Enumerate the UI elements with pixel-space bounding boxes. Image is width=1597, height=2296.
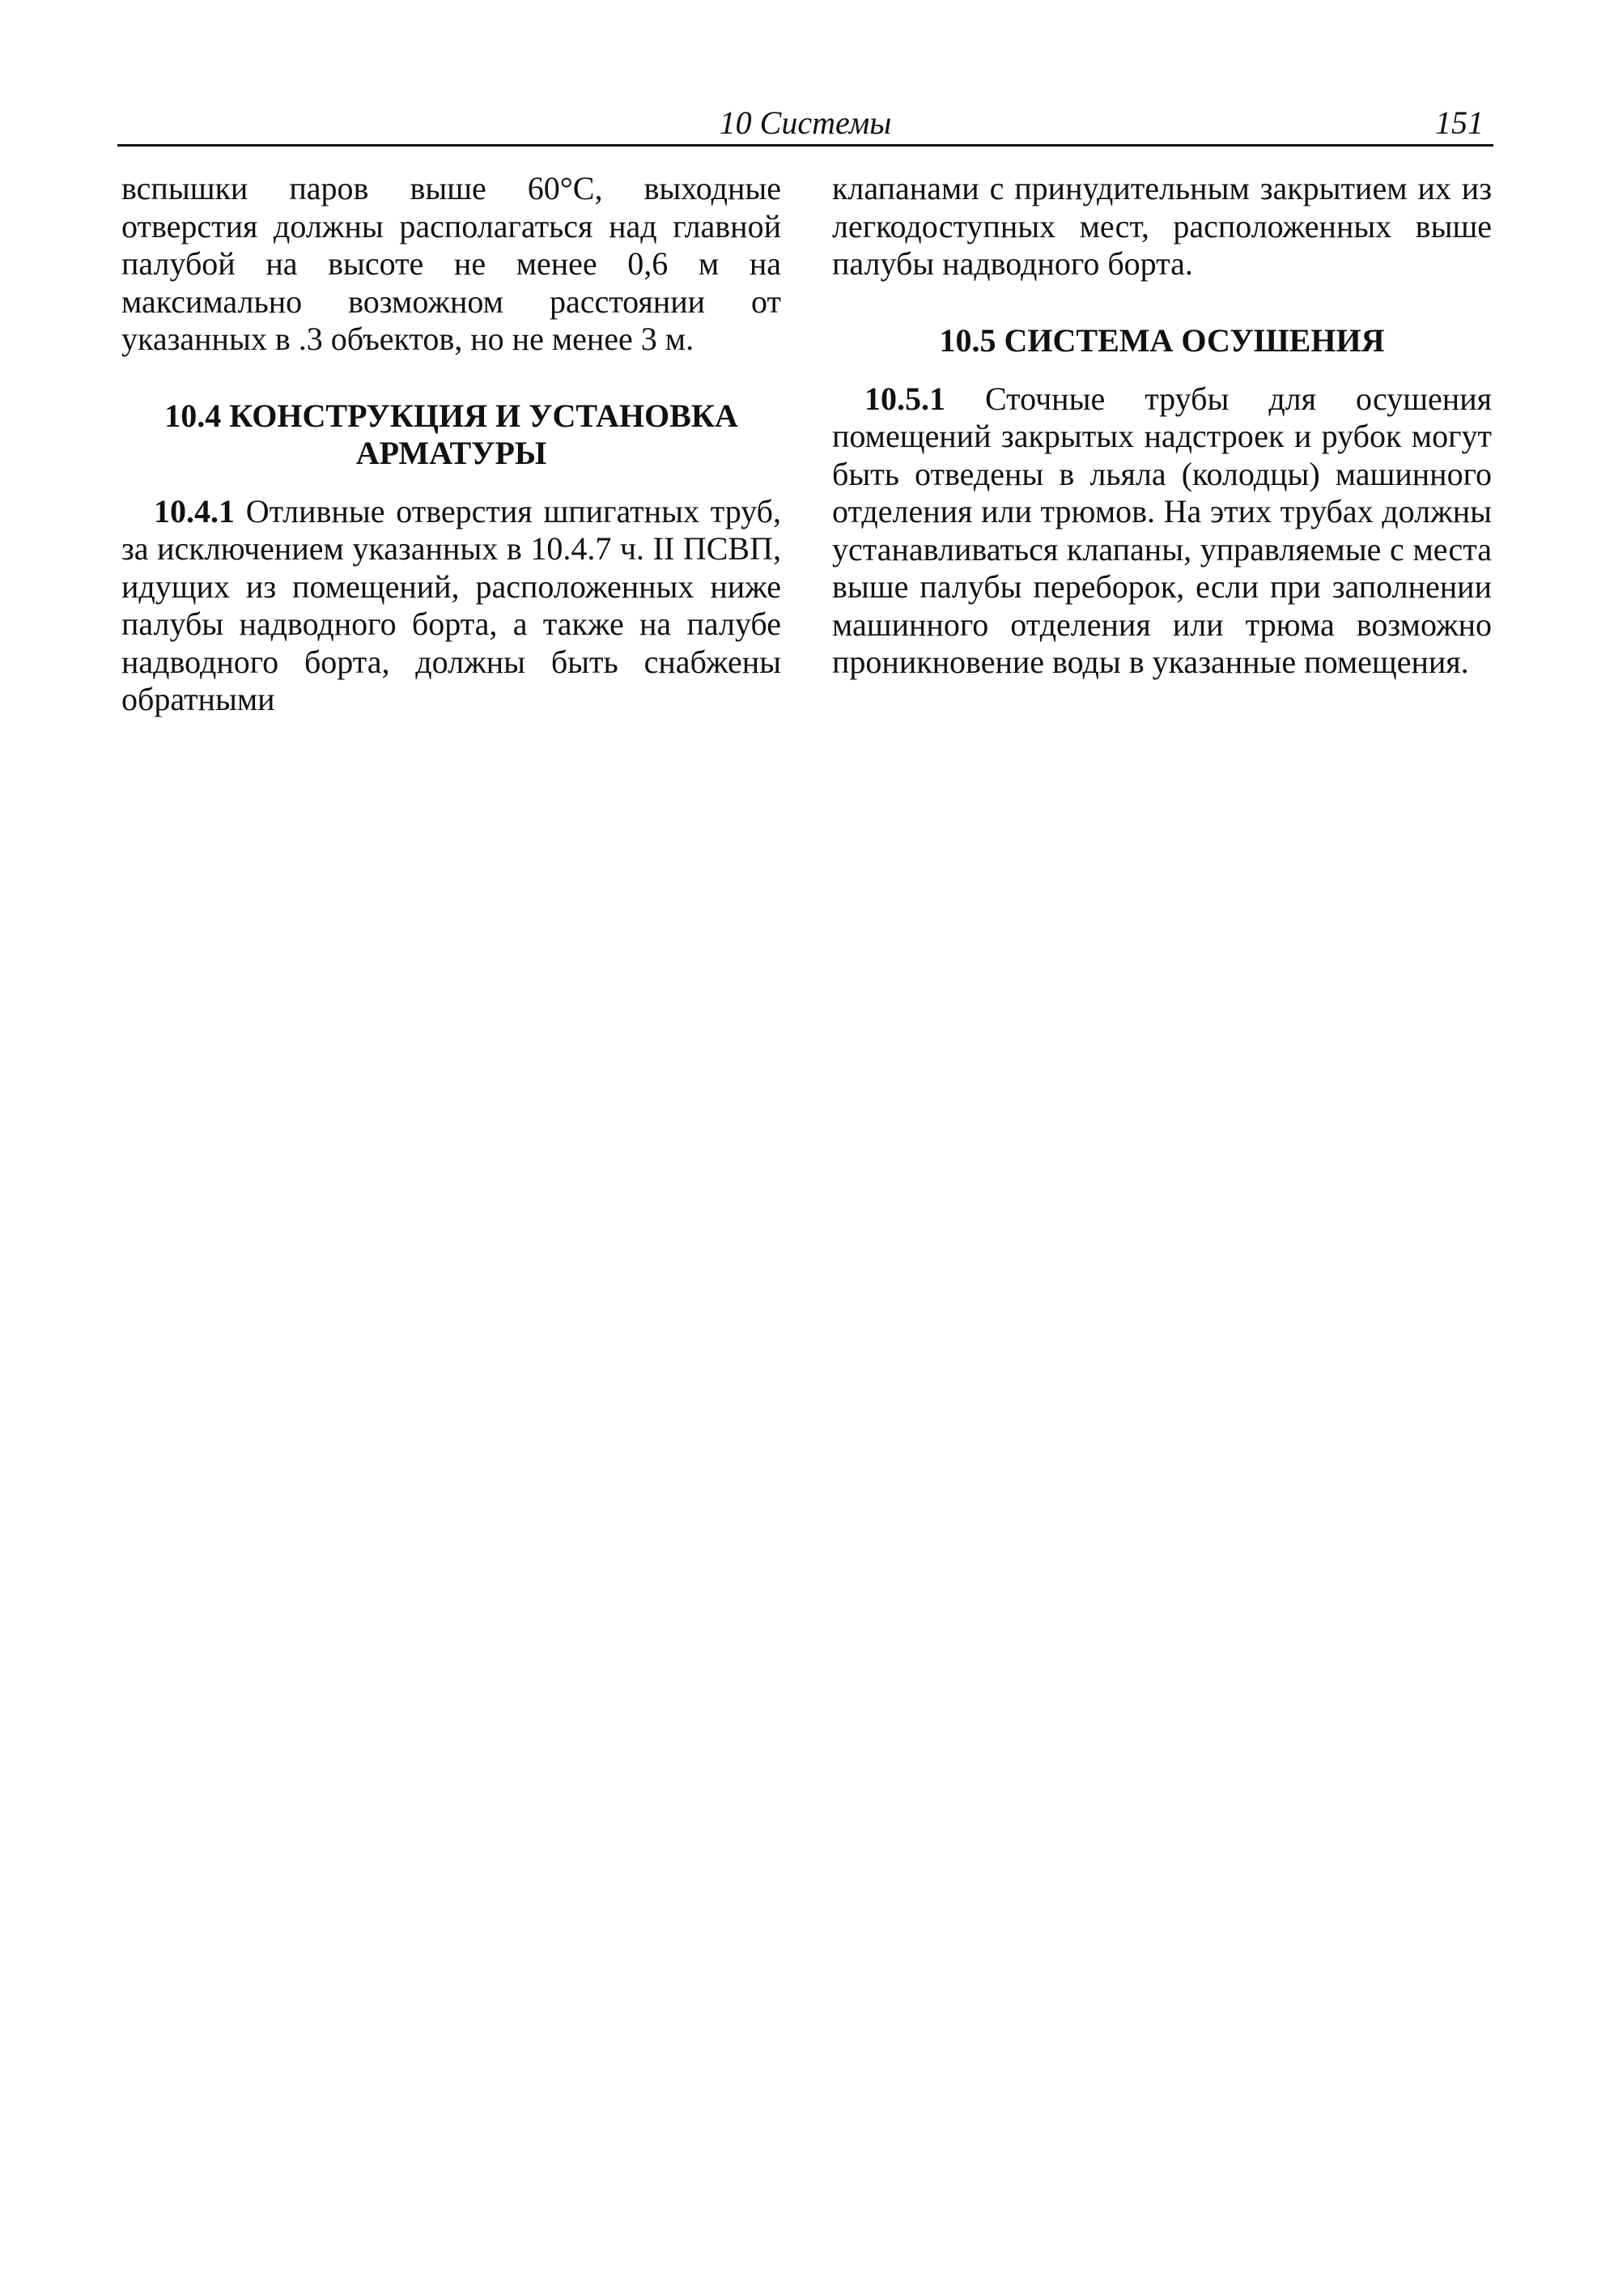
- clause-paragraph: [832, 381, 1492, 682]
- right-column: [832, 170, 1492, 682]
- clause-text: Отливные отверстия шпигатных труб, за исключением указанных в 10.4.7 ч. II ПСВП, идущих из помещений, расположенных ниже палубы надводного борта, а также на палубе надводного борта, должны быть снабжены обратными: [121, 492, 781, 717]
- section-heading: 10.5 СИСТЕМА ОСУШЕНИЯ: [939, 321, 1385, 359]
- clause-paragraph: [121, 493, 781, 719]
- clause-number: 10.4.1: [154, 492, 235, 529]
- page-number: 151: [1435, 104, 1484, 141]
- running-title: 10 Системы: [719, 104, 892, 141]
- section-heading: 10.4 КОНСТРУКЦИЯ И УСТАНОВКА АРМАТУРЫ: [164, 397, 738, 471]
- clause-number: 10.5.1: [864, 380, 945, 417]
- clause-text: Сточные трубы для осушения помещений закрытых надстроек и рубок могут быть отведены в льяла (колодцы) машинного отделения или трюмов. На этих трубах должны устанавливаться клапаны, управляемые с места выше палубы переборок, если при заполнении машинного отделения или трюма возможно проникновение воды в указанные помещения.: [832, 380, 1492, 680]
- continued-paragraph: клапанами с принудительным закрытием их из легкодоступных мест, расположенных выше палубы надводного борта.: [832, 170, 1492, 282]
- continued-paragraph: вспышки паров выше 60°С, выходные отверстия должны располагаться над главной палубой на высоте не менее 0,6 м на максимально возможном расстоянии от указанных в .3 объектов, но не менее 3 м.: [121, 170, 781, 357]
- header-rule: [117, 144, 1493, 147]
- left-column: [121, 170, 781, 719]
- page-header: [117, 104, 1493, 146]
